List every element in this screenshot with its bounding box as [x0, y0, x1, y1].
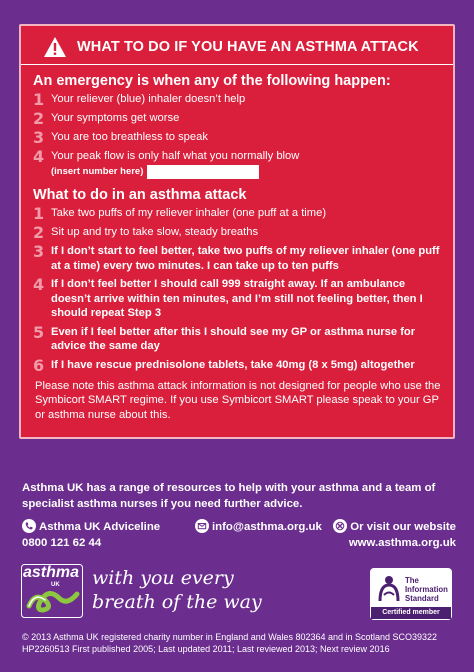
- adviceline-contact: [22, 519, 160, 551]
- standard-line: Standard: [405, 594, 439, 603]
- step-number: 4: [33, 147, 45, 166]
- footer-line: HP2260513 First published 2005; Last updated 2011; Last reviewed 2013; Next review 2016: [22, 643, 390, 654]
- step-text: If I don’t start to feel better, take two puffs of my reliever inhaler (one puff at a time) every two minutes. I can take up to ten puffs: [51, 245, 440, 272]
- emergency-heading: An emergency is when any of the following happen:: [33, 73, 391, 89]
- footer-line: © 2013 Asthma UK registered charity number in England and Wales 802364 and in Scotland SCO39322: [22, 632, 438, 642]
- footer: [22, 632, 462, 655]
- tagline: with you every breath of the way: [92, 567, 262, 613]
- emergency-list: [33, 92, 441, 179]
- list-item: [33, 277, 441, 321]
- list-item: [33, 322, 441, 354]
- logo-word: asthma: [23, 564, 80, 581]
- standard-title: [405, 576, 448, 603]
- list-item: [33, 225, 441, 240]
- list-item: [33, 111, 441, 126]
- symbicort-note: Please note this asthma attack information is not designed for people who use the Symbicort SMART regime. If you use Symbicort SMART please speak to your GP or asthma nurse about this.: [35, 379, 441, 421]
- step-text: Your symptoms get worse: [51, 112, 180, 124]
- step-number: 3: [33, 242, 45, 261]
- step-text: Your peak flow is only half what you normally blow: [51, 150, 300, 162]
- step-number: 5: [33, 322, 45, 342]
- web-link[interactable]: www.asthma.org.uk: [348, 537, 456, 549]
- list-item: [33, 92, 441, 107]
- list-item: [33, 244, 441, 273]
- step-number: 1: [33, 204, 45, 223]
- email-link[interactable]: info@asthma.org.uk: [212, 521, 322, 533]
- information-standard-icon: [377, 575, 401, 603]
- step-text-wrap: [51, 149, 441, 179]
- web-label: Or visit our website: [350, 521, 456, 533]
- list-item: [33, 355, 441, 375]
- standard-line: Information: [405, 585, 448, 594]
- step-number: 3: [33, 128, 45, 147]
- step-number: 2: [33, 109, 45, 128]
- step-text: You are too breathless to speak: [51, 131, 208, 143]
- step-text-wrap: [51, 277, 441, 321]
- step-number: 2: [33, 223, 45, 242]
- step-text: Even if I feel better after this I should see my GP or asthma nurse for advice the same day: [51, 325, 416, 352]
- adviceline-label: Asthma UK Adviceline: [39, 521, 161, 533]
- email-icon: [195, 519, 209, 533]
- step-text: Take two puffs of my reliever inhaler (one puff at a time): [51, 207, 327, 219]
- step-text: If an ambulance doesn’t arrive within ten minutes, and I’m still not feeling better, then I should repeat: [51, 278, 423, 319]
- attack-heading: What to do in an asthma attack: [33, 187, 247, 203]
- step-number: 1: [33, 90, 45, 109]
- step-text-emphasis: If I don’t feel better I should call 999 straight away.: [51, 278, 318, 290]
- attack-list: [33, 206, 441, 373]
- list-item: [33, 149, 441, 179]
- adviceline-number[interactable]: 0800 121 62 44: [22, 537, 102, 549]
- asthma-attack-panel: [19, 24, 455, 439]
- step-text: Sit up and try to take slow, steady breaths: [51, 226, 259, 238]
- standard-line: The: [405, 576, 419, 585]
- step-number: 4: [33, 275, 45, 294]
- logo-mark-icon: [21, 564, 83, 618]
- logo-sub: UK: [51, 582, 60, 588]
- information-standard-badge: [370, 568, 452, 620]
- phone-icon: [22, 519, 36, 533]
- list-item: [33, 206, 441, 221]
- list-item: [33, 130, 441, 145]
- email-contact: [195, 519, 322, 535]
- panel-header: [21, 36, 453, 65]
- web-contact: [333, 519, 456, 551]
- contact-row: [22, 519, 456, 553]
- peak-flow-note: (insert number here): [51, 165, 144, 177]
- warning-icon: [43, 36, 67, 58]
- asthma-uk-logo: [21, 564, 83, 618]
- resources-text: Asthma UK has a range of resources to help with your asthma and a team of specialist asthma nurses if you need further advice.: [22, 482, 436, 510]
- step-number: 6: [33, 355, 45, 375]
- standard-cert: Certified member: [371, 607, 451, 619]
- peak-flow-input[interactable]: [147, 165, 259, 179]
- peak-flow-line: [51, 165, 441, 180]
- step-text: Your reliever (blue) inhaler doesn’t help: [51, 93, 246, 105]
- step-text: If I have rescue prednisolone tablets, take 40mg (8 x 5mg) altogether: [51, 358, 415, 371]
- panel-title: WHAT TO DO IF YOU HAVE AN ASTHMA ATTACK: [77, 39, 419, 55]
- web-icon: [333, 519, 347, 533]
- step-text-emphasis: Step 3: [127, 307, 162, 319]
